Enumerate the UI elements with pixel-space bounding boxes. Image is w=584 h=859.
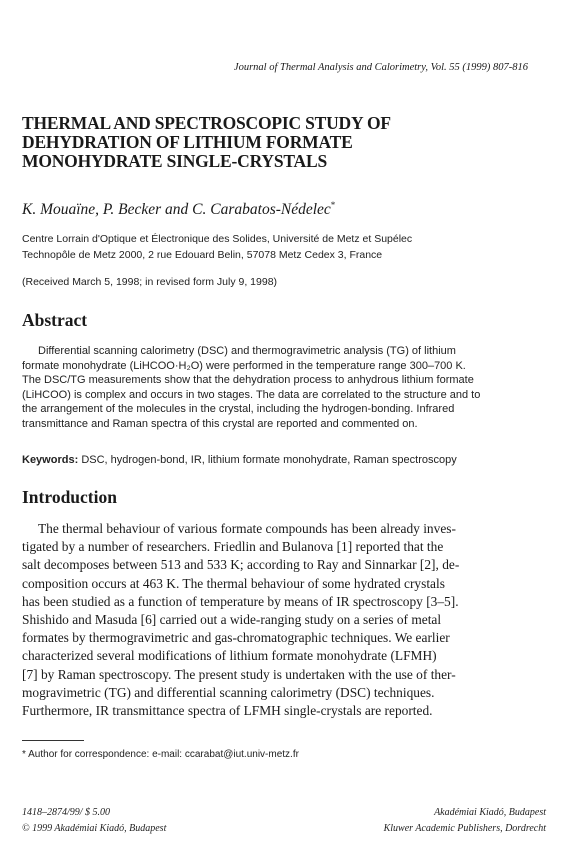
- co-publisher: Kluwer Academic Publishers, Dordrecht: [383, 823, 546, 834]
- intro-line: characterized several modifications of lithium formate monohydrate (LFMH): [22, 648, 437, 664]
- author-mark: *: [330, 200, 336, 210]
- footnote: * Author for correspondence: e-mail: ccarabat@iut.univ-metz.fr: [22, 749, 299, 760]
- abstract-line: the arrangement of the molecules in the crystal, including the hydrogen-bonding. Infrared: [22, 403, 455, 415]
- introduction-body: [22, 520, 562, 720]
- copyright: © 1999 Akadémiai Kiadó, Budapest: [22, 823, 167, 834]
- intro-line: Furthermore, IR transmittance spectra of LFMH single-crystals are reported.: [22, 703, 433, 719]
- intro-line: formates by thermogravimetric and gas-chromatographic techniques. We earlier: [22, 630, 450, 646]
- intro-line: [7] by Raman spectroscopy. The present study is undertaken with the use of ther-: [22, 666, 456, 682]
- keywords-label: Keywords:: [22, 454, 79, 466]
- intro-line: salt decomposes between 513 and 533 K; according to Ray and Sinnarkar [2], de-: [22, 557, 460, 573]
- issn-price: 1418–2874/99/ $ 5.00: [22, 807, 111, 818]
- keywords: [22, 454, 457, 466]
- abstract-line: formate monohydrate (LiHCOO·H₂O) were performed in the temperature range 300–700 K.: [22, 359, 466, 372]
- keywords-list: DSC, hydrogen-bond, IR, lithium formate monohydrate, Raman spectroscopy: [81, 454, 457, 466]
- footnote-rule: [22, 740, 84, 741]
- paper-title: [22, 114, 391, 171]
- intro-line: mogravimetric (TG) and differential scanning calorimetry (DSC) techniques.: [22, 684, 435, 700]
- abstract-line: Differential scanning calorimetry (DSC) and thermogravimetric analysis (TG) of lithium: [38, 345, 456, 357]
- affiliation-line: Centre Lorrain d'Optique et Électronique des Solides, Université de Metz et Supélec: [22, 233, 413, 245]
- footer-left: [22, 805, 166, 837]
- intro-line: has been studied as a function of temperature by means of IR spectroscopy [3–5].: [22, 593, 459, 609]
- journal-header: Journal of Thermal Analysis and Calorimetry, Vol. 55 (1999) 807-816: [233, 62, 528, 73]
- abstract-line: The DSC/TG measurements show that the dehydration process to anhydrous lithium formate: [22, 374, 474, 386]
- abstract-body: [22, 344, 562, 431]
- author-names: K. Mouaïne, P. Becker and C. Carabatos-Nédelec: [22, 201, 331, 219]
- abstract-line: (LiHCOO) is complex and occurs in two stages. The data are correlated to the structure and to: [22, 388, 481, 401]
- footer-right: [384, 805, 546, 837]
- authors: [22, 200, 335, 219]
- received-dates: (Received March 5, 1998; in revised form July 9, 1998): [22, 276, 278, 288]
- abstract-heading: Abstract: [22, 310, 88, 330]
- intro-line: tigated by a number of researchers. Friedlin and Bulanova [1] reported that the: [22, 539, 444, 555]
- intro-line: composition occurs at 463 K. The thermal behaviour of some hydrated crystals: [22, 575, 445, 591]
- publisher: Akadémiai Kiadó, Budapest: [434, 807, 546, 818]
- affiliation-line: Technopôle de Metz 2000, 2 rue Edouard Belin, 57078 Metz Cedex 3, France: [22, 248, 383, 261]
- introduction-heading: Introduction: [22, 487, 117, 507]
- title-line: THERMAL AND SPECTROSCOPIC STUDY OF: [22, 113, 391, 133]
- title-line: MONOHYDRATE SINGLE-CRYSTALS: [22, 151, 327, 171]
- intro-line: Shishido and Masuda [6] carried out a wide-ranging study on a series of metal: [22, 612, 442, 628]
- title-line: DEHYDRATION OF LITHIUM FORMATE: [22, 132, 353, 152]
- affiliation: [22, 232, 412, 263]
- intro-line: The thermal behaviour of various formate compounds has been already inves-: [38, 521, 456, 536]
- abstract-line: transmittance and Raman spectra of this crystal are reported and commented on.: [22, 417, 418, 430]
